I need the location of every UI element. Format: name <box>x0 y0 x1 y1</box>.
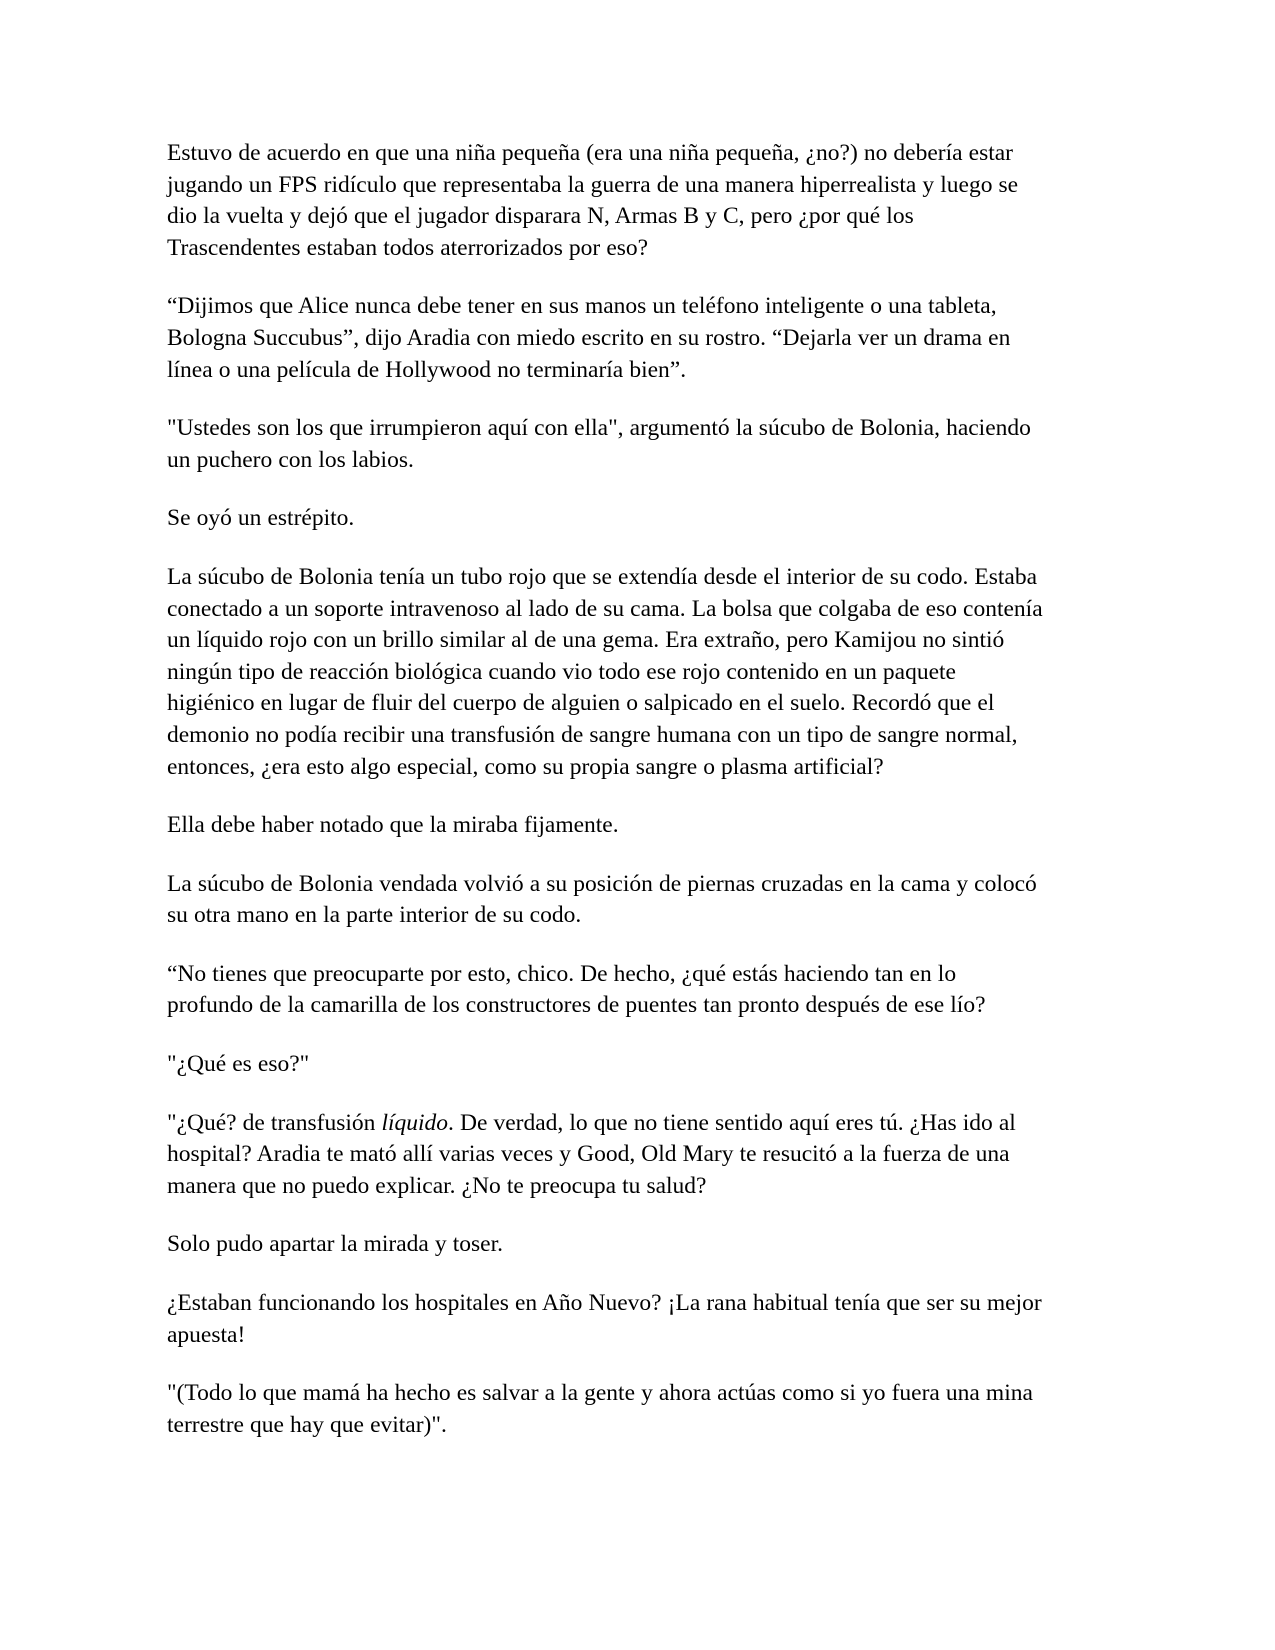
paragraph: "¿Qué es eso?" <box>167 1051 310 1078</box>
paragraph: Se oyó un estrépito. <box>167 505 355 532</box>
paragraph: Ella debe haber notado que la miraba fijamente. <box>167 812 619 839</box>
paragraph-segment-italic: líquido <box>381 1109 449 1136</box>
paragraph: “Dijimos que Alice nunca debe tener en sus manos un teléfono inteligente o una tableta, Bologna Succubus”, dijo Aradia con miedo escrito en su rostro. “Dejarla ver un drama en línea o una película de Hollywood no terminaría bien”. <box>167 293 1011 383</box>
paragraph-segment: . De verdad, lo que no tiene sentido aquí eres tú. ¿Has ido al hospital? Aradia te mató allí varias veces y Good, Old Mary te resucitó a la fuerza de una manera que no puedo explicar. ¿No te preocupa tu salud? <box>167 1109 1016 1199</box>
paragraph: Estuvo de acuerdo en que una niña pequeña (era una niña pequeña, ¿no?) no debería estar jugando un FPS ridículo que representaba la guerra de una manera hiperrealista y luego se dio la vuelta y dejó que el jugador disparara N, Armas B y C, pero ¿por qué los Trascendentes estaban todos aterrorizados por eso? <box>167 140 1019 261</box>
paragraph: "Ustedes son los que irrumpieron aquí con ella", argumentó la súcubo de Bolonia, haciendo un puchero con los labios. <box>167 415 1031 473</box>
paragraph: “No tienes que preocuparte por esto, chico. De hecho, ¿qué estás haciendo tan en lo profundo de la camarilla de los constructores de puentes tan pronto después de ese lío? <box>167 960 986 1019</box>
paragraph: La súcubo de Bolonia vendada volvió a su posición de piernas cruzadas en la cama y colocó su otra mano en la parte interior de su codo. <box>167 870 1037 929</box>
paragraph: La súcubo de Bolonia tenía un tubo rojo que se extendía desde el interior de su codo. Estaba conectado a un soporte intravenoso al lado de su cama. La bolsa que colgaba de eso contenía un líquido rojo con un brillo similar al de una gema. Era extraño, pero Kamijou no sintió ningún tipo de reacción biológica cuando vio todo ese rojo contenido en un paquete higiénico en lugar de fluir del cuerpo de alguien o salpicado en el suelo. Recordó que el demonio no podía recibir una transfusión de sangre humana con un tipo de sangre normal, entonces, ¿era esto algo especial, como su propia sangre o plasma artificial? <box>167 563 1043 780</box>
paragraph-rich <box>167 1108 1047 1203</box>
paragraph: ¿Estaban funcionando los hospitales en Año Nuevo? ¡La rana habitual tenía que ser su mejor apuesta! <box>167 1290 1042 1348</box>
paragraph: Solo pudo apartar la mirada y toser. <box>167 1231 503 1258</box>
paragraph-segment: "¿Qué? de transfusión <box>167 1109 382 1136</box>
document-body <box>167 138 1047 1441</box>
paragraph: "(Todo lo que mamá ha hecho es salvar a la gente y ahora actúas como si yo fuera una mina terrestre que hay que evitar)". <box>167 1380 1033 1438</box>
